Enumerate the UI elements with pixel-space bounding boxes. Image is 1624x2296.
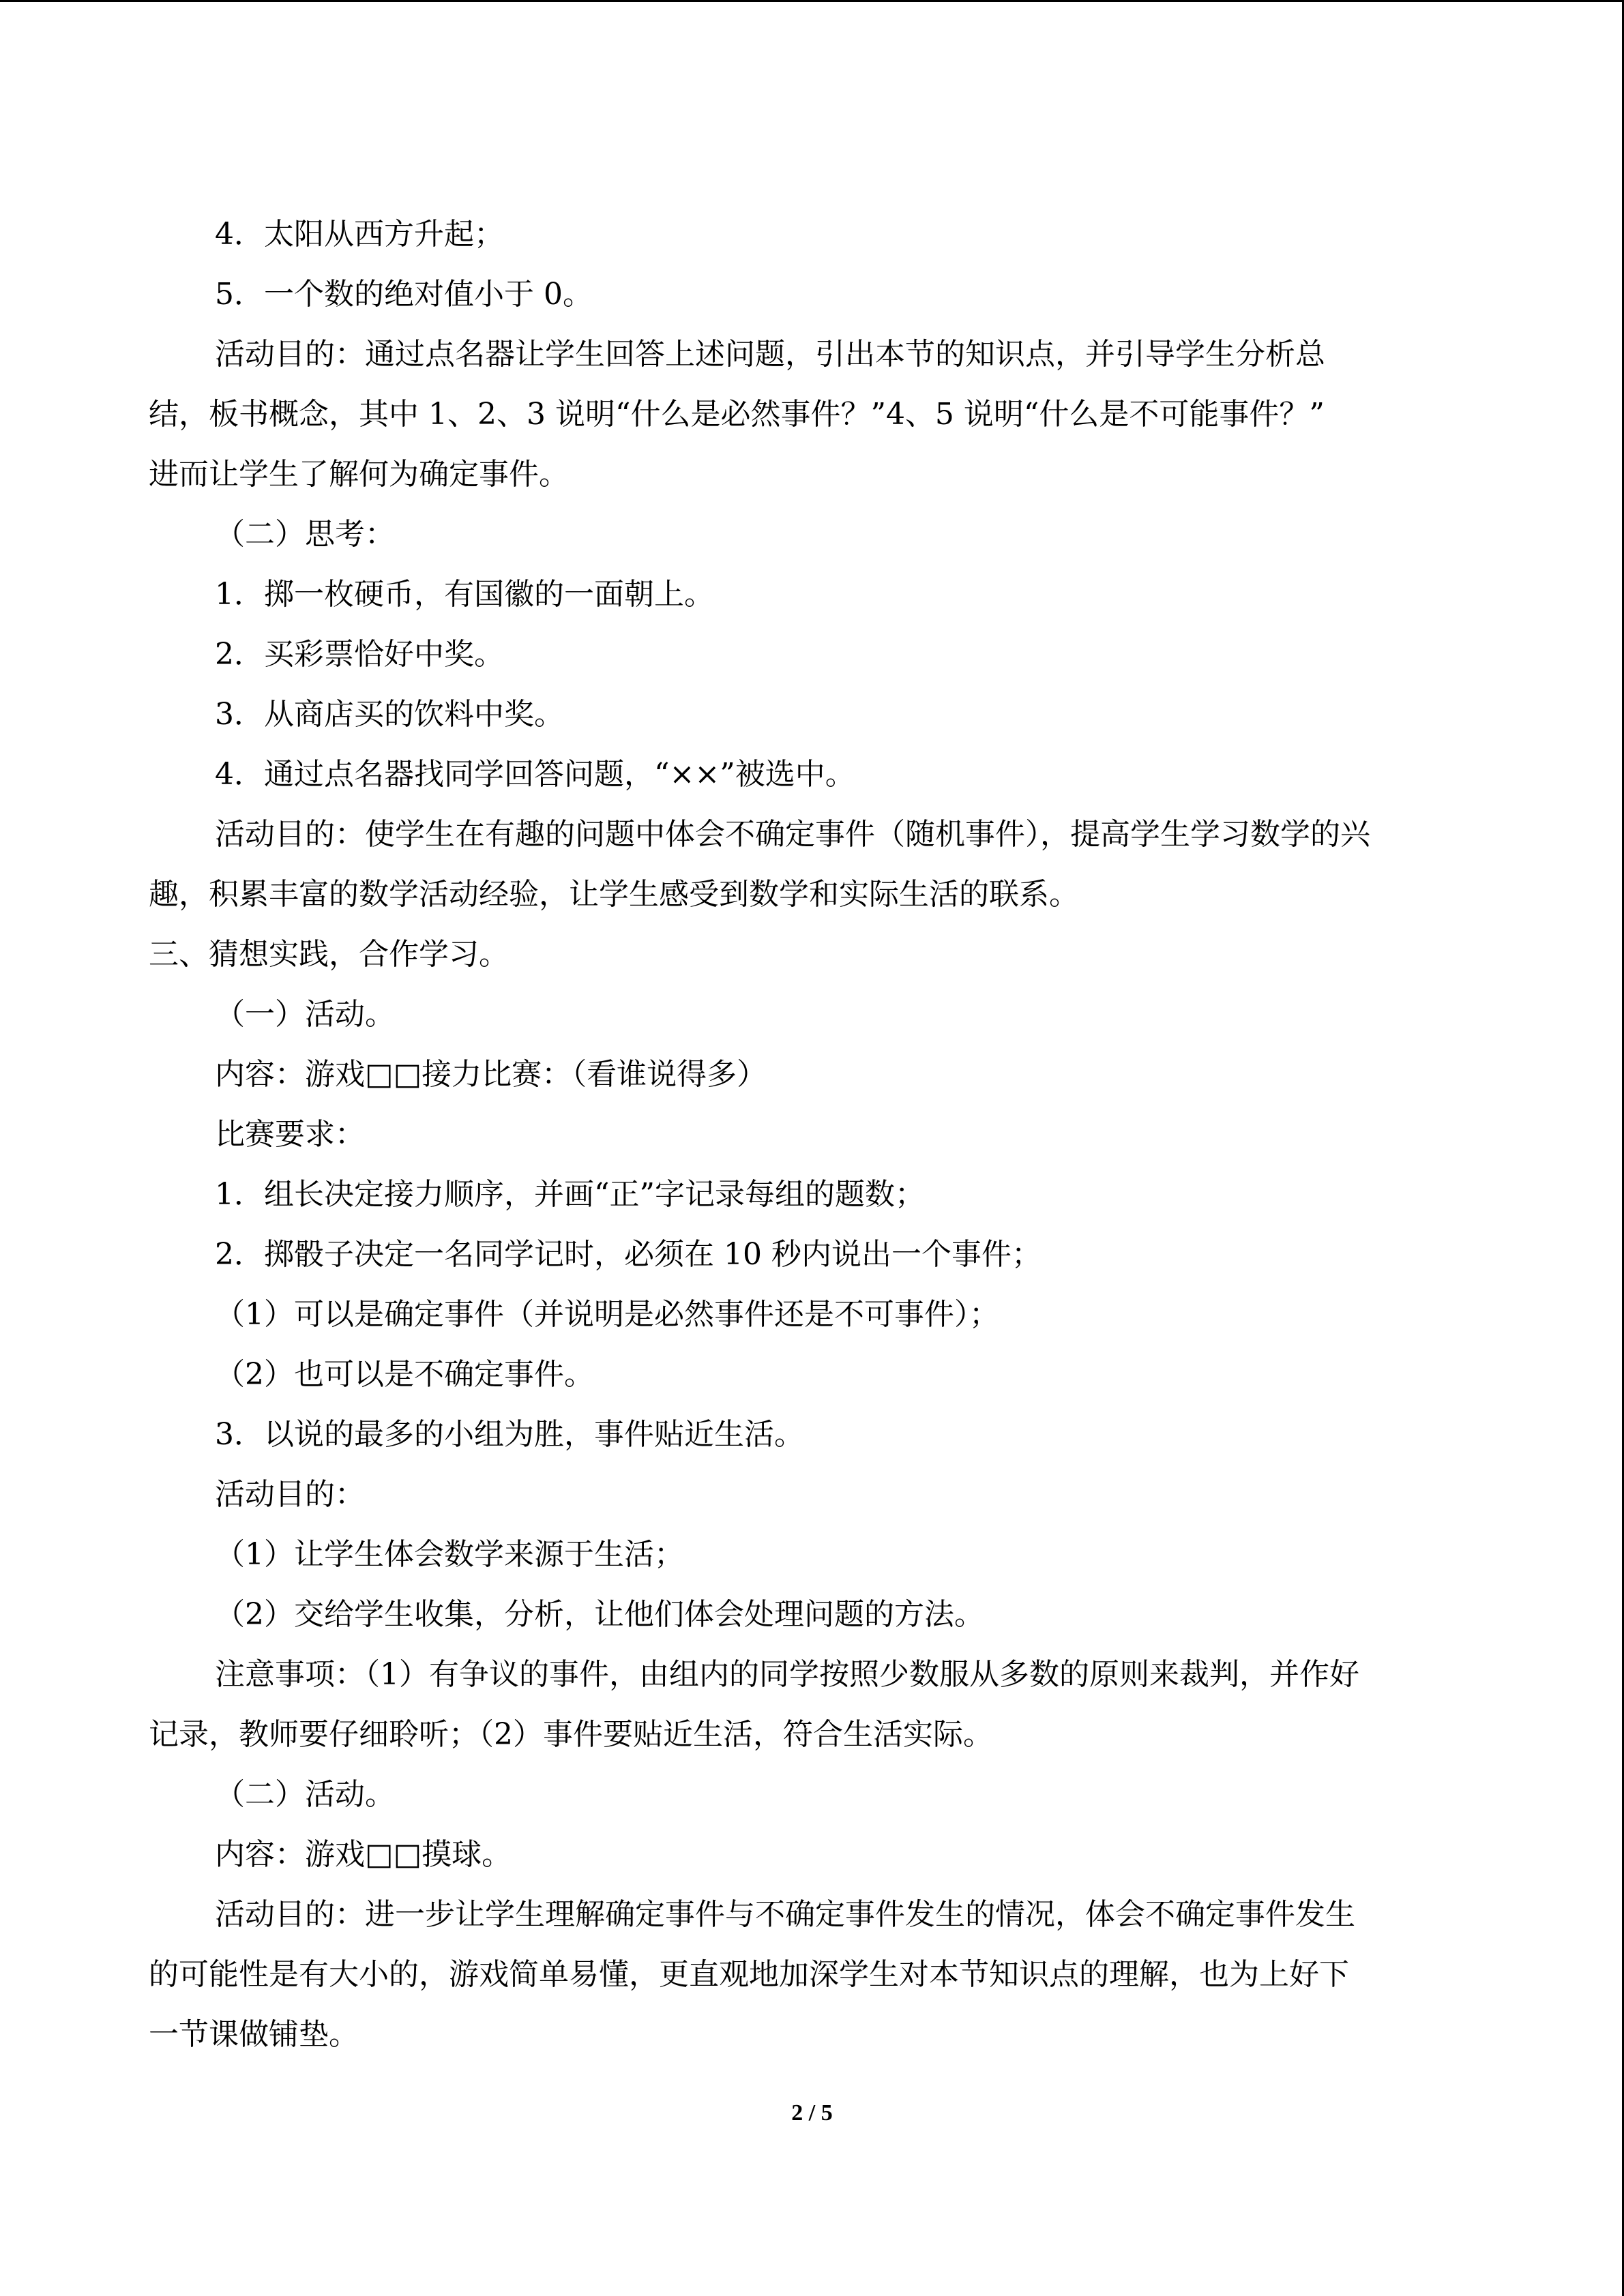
activity-purpose-3-item-1: （1）让学生体会数学来源于生活； bbox=[215, 1537, 684, 1572]
section-heading-three: 三、猜想实践，合作学习。 bbox=[149, 937, 509, 972]
activity-purpose-1-line-3: 进而让学生了解何为确定事件。 bbox=[149, 457, 569, 492]
requirement-2: 2．掷骰子决定一名同学记时，必须在 10 秒内说出一个事件； bbox=[215, 1237, 1042, 1272]
section-heading-thinking: （二）思考： bbox=[215, 517, 395, 552]
notes-line-2: 记录，教师要仔细聆听；（2）事件要贴近生活，符合生活实际。 bbox=[149, 1717, 993, 1752]
activity-purpose-4-line-1: 活动目的：进一步让学生理解确定事件与不确定事件发生的情况，体会不确定事件发生 bbox=[215, 1897, 1355, 1932]
list-item-absolute-value: 5．一个数的绝对值小于 0。 bbox=[215, 277, 593, 312]
requirement-2-option-2: （2）也可以是不确定事件。 bbox=[215, 1357, 594, 1392]
content-relay-game: 内容：游戏□□接力比赛：（看谁说得多） bbox=[215, 1057, 767, 1092]
requirement-1: 1．组长决定接力顺序，并画“正”字记录每组的题数； bbox=[215, 1177, 925, 1212]
list-item-sun-west: 4．太阳从西方升起； bbox=[215, 217, 504, 252]
document-body bbox=[149, 205, 1479, 2065]
list-item-drink: 3．从商店买的饮料中奖。 bbox=[215, 697, 564, 732]
activity-purpose-3-heading: 活动目的： bbox=[215, 1477, 365, 1512]
list-item-roll-call: 4．通过点名器找同学回答问题，“××”被选中。 bbox=[215, 757, 855, 792]
content-ball-game: 内容：游戏□□摸球。 bbox=[215, 1837, 512, 1872]
list-item-lottery: 2．买彩票恰好中奖。 bbox=[215, 637, 504, 672]
activity-purpose-3-item-2: （2）交给学生收集，分析，让他们体会处理问题的方法。 bbox=[215, 1597, 984, 1632]
activity-purpose-4-line-2: 的可能性是有大小的，游戏简单易懂，更直观地加深学生对本节知识点的理解，也为上好下 bbox=[149, 1957, 1349, 1992]
requirement-2-option-1: （1）可以是确定事件（并说明是必然事件还是不可事件）； bbox=[215, 1297, 999, 1332]
top-border bbox=[0, 0, 1624, 2]
requirement-3: 3．以说的最多的小组为胜，事件贴近生活。 bbox=[215, 1417, 804, 1452]
activity-purpose-2-line-1: 活动目的：使学生在有趣的问题中体会不确定事件（随机事件），提高学生学习数学的兴 bbox=[215, 817, 1370, 852]
competition-requirements-heading: 比赛要求： bbox=[215, 1117, 365, 1152]
notes-line-1: 注意事项：（1）有争议的事件，由组内的同学按照少数服从多数的原则来裁判，并作好 bbox=[215, 1657, 1359, 1692]
subsection-heading-activity-1: （一）活动。 bbox=[215, 997, 395, 1032]
activity-purpose-4-line-3: 一节课做铺垫。 bbox=[149, 2017, 359, 2052]
activity-purpose-1-line-1: 活动目的：通过点名器让学生回答上述问题，引出本节的知识点，并引导学生分析总 bbox=[215, 337, 1325, 372]
subsection-heading-activity-2: （二）活动。 bbox=[215, 1777, 395, 1812]
page-number: 2 / 5 bbox=[791, 2100, 833, 2126]
activity-purpose-2-line-2: 趣，积累丰富的数学活动经验，让学生感受到数学和实际生活的联系。 bbox=[149, 877, 1079, 912]
list-item-coin: 1．掷一枚硬币，有国徽的一面朝上。 bbox=[215, 577, 714, 612]
activity-purpose-1-line-2: 结，板书概念，其中 1、2、3 说明“什么是必然事件？”4、5 说明“什么是不可能事件？” bbox=[149, 397, 1325, 432]
